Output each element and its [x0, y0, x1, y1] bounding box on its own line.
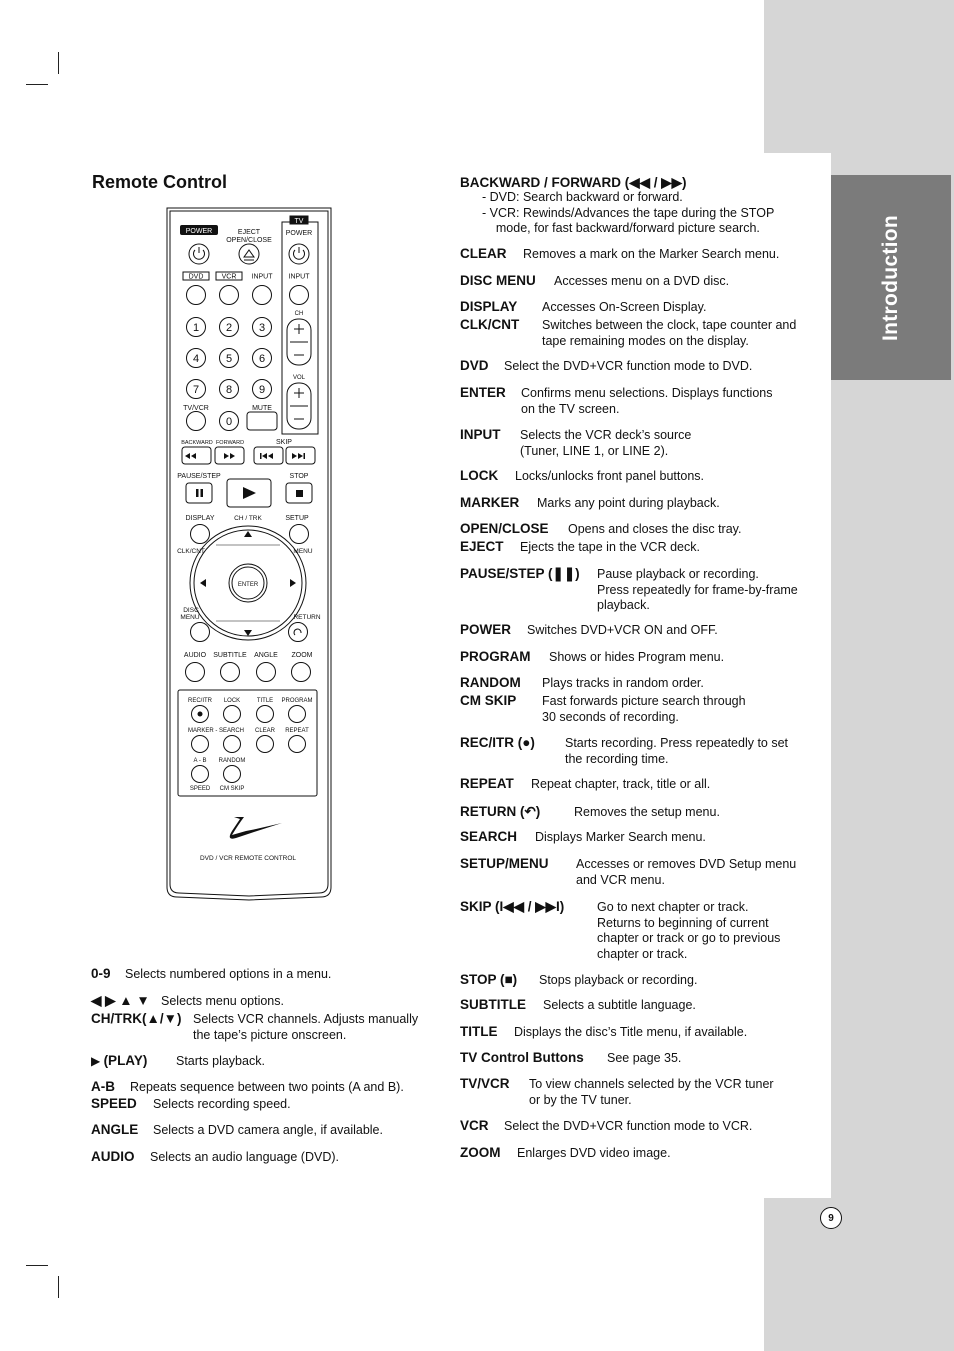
entry-description: Select the DVD+VCR function mode to VCR. [504, 1119, 753, 1133]
entry-term: REPEAT [460, 776, 514, 791]
digit-2-button[interactable]: 2 [225, 322, 233, 334]
digit-0-button[interactable]: 0 [225, 416, 233, 428]
left-entry [91, 1079, 404, 1096]
remote-label-disc-menu: MENU [180, 614, 200, 621]
entry-description: Switches between the clock, tape counter and tape remaining modes on the display. [542, 318, 797, 348]
remote-label-backward: BACKWARD [181, 440, 213, 446]
right-entry [460, 829, 706, 846]
right-entry [460, 385, 773, 416]
right-entry [460, 776, 711, 793]
right-entry [460, 427, 692, 458]
entry-term: SKIP (I◀◀ / ▶▶I) [460, 899, 565, 914]
remote-label-subtitle: SUBTITLE [213, 652, 247, 659]
right-entry [460, 856, 797, 887]
entry-description: Accesses or removes DVD Setup menu and VCR menu. [576, 857, 797, 887]
remote-label-repeat: REPEAT [285, 728, 309, 734]
right-entry [460, 1076, 774, 1107]
entry-description: Selects a subtitle language. [543, 998, 696, 1012]
side-panel-top [764, 0, 954, 153]
entry-description: Repeats sequence between two points (A and B). [130, 1080, 404, 1094]
entry-description: Select the DVD+VCR function mode to DVD. [504, 359, 753, 373]
remote-label-forward: FORWARD [215, 440, 245, 446]
right-entry [460, 693, 746, 724]
remote-label-ch: CH [294, 311, 304, 317]
right-entry [460, 495, 720, 512]
entry-term: MARKER [460, 495, 520, 510]
entry-term: DISPLAY [460, 299, 518, 314]
entry-term: PROGRAM [460, 649, 531, 664]
remote-label-power-tv: POWER [285, 230, 313, 237]
digit-5-button[interactable]: 5 [225, 353, 233, 365]
entry-term: ◀ ▶ ▲ ▼ [91, 993, 150, 1008]
entry-description: Selects a DVD camera angle, if available. [153, 1123, 383, 1137]
entry-term: PAUSE/STEP (❚❚) [460, 566, 580, 581]
entry-term: CM SKIP [460, 693, 517, 708]
entry-description: Shows or hides Program menu. [549, 650, 725, 664]
entry-term: SEARCH [460, 829, 518, 844]
entry-term: ENTER [460, 385, 506, 400]
right-entry [460, 622, 718, 639]
remote-label-a-b: A - B [193, 758, 207, 764]
remote-label-program: PROGRAM [281, 698, 313, 704]
left-entry [91, 1122, 383, 1139]
entry-description: Marks any point during playback. [537, 496, 720, 510]
entry-description: Pause playback or recording. Press repeatedly for frame-by-frame playback. [597, 567, 798, 612]
entry-term: INPUT [460, 427, 501, 442]
remote-label-eject: EJECT [237, 229, 261, 236]
entry-description: Confirms menu selections. Displays functions on the TV screen. [521, 386, 773, 416]
page-title: Remote Control [92, 172, 227, 192]
entry-description: - DVD: Search backward or forward. - VCR: Rewinds/Advances the tape during the STOP mode, for fast backward/forward picture search. [482, 190, 775, 235]
right-entry [460, 997, 696, 1014]
right-entry [460, 972, 698, 989]
remote-label-tv: TV [294, 218, 304, 225]
entry-term: DISC MENU [460, 273, 536, 288]
remote-label-lock: LOCK [223, 698, 241, 704]
entry-description: Starts recording. Press repeatedly to set the recording time. [565, 736, 789, 766]
remote-label-disc: DISC [183, 607, 199, 614]
right-entry [460, 675, 704, 692]
crop-mark [26, 84, 48, 85]
remote-label-display: DISPLAY [185, 515, 215, 522]
entry-description: Stops playback or recording. [539, 973, 698, 987]
remote-label-menu: MENU [293, 548, 313, 555]
entry-description: Enlarges DVD video image. [517, 1146, 671, 1160]
entry-term: REC/ITR (●) [460, 735, 535, 750]
entry-term: SUBTITLE [460, 997, 526, 1012]
entry-description: Selects the VCR deck’s source (Tuner, LINE 1, or LINE 2). [520, 428, 692, 458]
entry-description: Removes the setup menu. [574, 805, 720, 819]
crop-mark [58, 1276, 59, 1298]
entry-description: Accesses menu on a DVD disc. [554, 274, 730, 288]
right-entry [460, 1145, 671, 1162]
entry-description: Repeat chapter, track, title or all. [531, 777, 711, 791]
digit-4-button[interactable]: 4 [192, 353, 200, 365]
section-tab [831, 175, 951, 380]
crop-mark [58, 52, 59, 74]
entry-description: Plays tracks in random order. [542, 676, 704, 690]
entry-description: Go to next chapter or track. Returns to beginning of current chapter or track or go to previous chapter or track. [597, 900, 781, 961]
remote-label-setup: SETUP [285, 515, 309, 522]
remote-label-speed: SPEED [189, 786, 211, 792]
entry-term: TITLE [460, 1024, 498, 1039]
entry-term: OPEN/CLOSE [460, 521, 549, 536]
entry-term: AUDIO [91, 1149, 135, 1164]
entry-description: Selects an audio language (DVD). [150, 1150, 340, 1164]
play-icon: ▶ [91, 1054, 104, 1068]
remote-label-angle: ANGLE [254, 652, 278, 659]
entry-term: RANDOM [460, 675, 521, 690]
entry-term: CH/TRK(▲/▼) [91, 1011, 182, 1026]
entry-description: Accesses On-Screen Display. [542, 300, 707, 314]
entry-term: POWER [460, 622, 512, 637]
entry-description: Selects numbered options in a menu. [125, 967, 332, 981]
digit-3-button[interactable]: 3 [258, 322, 266, 334]
entry-term: EJECT [460, 539, 504, 554]
right-entry [460, 521, 742, 538]
left-entry [91, 1096, 291, 1113]
entry-description: Opens and closes the disc tray. [568, 522, 742, 536]
entry-description: Displays the disc’s Title menu, if available. [514, 1025, 748, 1039]
entry-description: Removes a mark on the Marker Search menu. [523, 247, 780, 261]
right-entry [460, 299, 707, 316]
left-entry [91, 1149, 340, 1166]
entry-term: DVD [460, 358, 489, 373]
right-entry [460, 1050, 682, 1067]
remote-label-marker-search: MARKER - SEARCH [187, 728, 245, 734]
right-entry [460, 1024, 748, 1041]
remote-label-tv-vcr: TV/VCR [183, 405, 209, 412]
remote-label-pause-step: PAUSE/STEP [177, 473, 221, 480]
digit-1-button[interactable]: 1 [192, 322, 200, 334]
remote-label-skip: SKIP [276, 439, 292, 446]
entry-term: (PLAY) [103, 1053, 148, 1068]
remote-label-random: RANDOM [218, 758, 246, 764]
right-entry [460, 899, 781, 961]
remote-label-vol: VOL [292, 375, 306, 381]
entry-description: Switches DVD+VCR ON and OFF. [527, 623, 718, 637]
entry-term: STOP (■) [460, 972, 518, 987]
right-entry [460, 649, 725, 666]
entry-term: RETURN (↶) [460, 804, 541, 819]
remote-label-stop: STOP [289, 473, 309, 480]
left-entry [91, 1011, 419, 1042]
right-entry [460, 273, 730, 290]
right-entry [460, 468, 705, 485]
remote-label-input: INPUT [251, 273, 273, 281]
entry-term: TV/VCR [460, 1076, 510, 1091]
right-entry [460, 804, 720, 821]
entry-term: TV Control Buttons [460, 1050, 584, 1065]
entry-term: BACKWARD / FORWARD (◀◀ / ▶▶) [460, 175, 687, 190]
entry-description: Selects VCR channels. Adjusts manually the tape’s picture onscreen. [193, 1012, 419, 1042]
entry-description: Fast forwards picture search through 30 seconds of recording. [542, 694, 746, 724]
entry-term: 0-9 [91, 966, 111, 981]
entry-description: See page 35. [607, 1051, 682, 1065]
remote-label-clk-cnt: CLK/CNT [177, 548, 205, 555]
entry-description: To view channels selected by the VCR tuner or by the TV tuner. [529, 1077, 774, 1107]
entry-term: CLEAR [460, 246, 507, 261]
remote-label-dvd: DVD [188, 273, 204, 281]
entry-description: Displays Marker Search menu. [535, 830, 706, 844]
left-entry [91, 966, 332, 983]
right-entry [460, 358, 753, 375]
entry-term: ZOOM [460, 1145, 501, 1160]
entry-term: ANGLE [91, 1122, 139, 1137]
remote-brand-label: DVD / VCR REMOTE CONTROL [199, 855, 297, 862]
side-panel-bottom [764, 1198, 954, 1351]
right-entry [460, 566, 798, 612]
section-tab-label: Introduction [879, 214, 903, 341]
entry-term: SETUP/MENU [460, 856, 549, 871]
digit-6-button[interactable]: 6 [258, 353, 266, 365]
right-entry [460, 539, 700, 556]
digit-9-button[interactable]: 9 [258, 384, 266, 396]
digit-7-button[interactable]: 7 [192, 384, 200, 396]
right-entry [460, 246, 780, 263]
remote-label-mute: MUTE [252, 405, 272, 412]
remote-label-enter: ENTER [237, 582, 259, 588]
entry-term: A-B [91, 1079, 115, 1094]
remote-label-vcr: VCR [221, 273, 237, 281]
entry-term: VCR [460, 1118, 489, 1133]
entry-description: Ejects the tape in the VCR deck. [520, 540, 700, 554]
remote-label-rec-itr: REC/ITR [188, 698, 212, 704]
right-entry [460, 1118, 753, 1135]
remote-label-ch-trk: CH / TRK [234, 515, 262, 522]
left-entry [91, 993, 284, 1010]
remote-label-title: TITLE [256, 698, 274, 704]
remote-label-open-close: OPEN/CLOSE [226, 237, 272, 244]
remote-label-power: POWER [185, 228, 213, 235]
entry-description: Starts playback. [176, 1054, 265, 1068]
entry-term: CLK/CNT [460, 317, 520, 332]
left-entry [91, 1053, 265, 1070]
entry-description: Selects menu options. [161, 994, 284, 1008]
digit-8-button[interactable]: 8 [225, 384, 233, 396]
remote-label-return: RETURN [293, 614, 321, 621]
page-number: 9 [820, 1207, 842, 1229]
remote-label-input-tv: INPUT [288, 273, 310, 281]
right-entry [460, 735, 789, 766]
remote-label-cm-skip: CM SKIP [219, 786, 245, 792]
right-entry [460, 317, 797, 348]
entry-term: LOCK [460, 468, 499, 483]
remote-label-zoom: ZOOM [291, 652, 313, 659]
crop-mark [26, 1265, 48, 1266]
entry-description: Selects recording speed. [153, 1097, 291, 1111]
remote-control-illustration [166, 207, 332, 901]
entry-term: SPEED [91, 1096, 137, 1111]
entry-description: Locks/unlocks front panel buttons. [515, 469, 705, 483]
remote-label-audio: AUDIO [183, 652, 207, 659]
remote-label-clear: CLEAR [254, 728, 276, 734]
